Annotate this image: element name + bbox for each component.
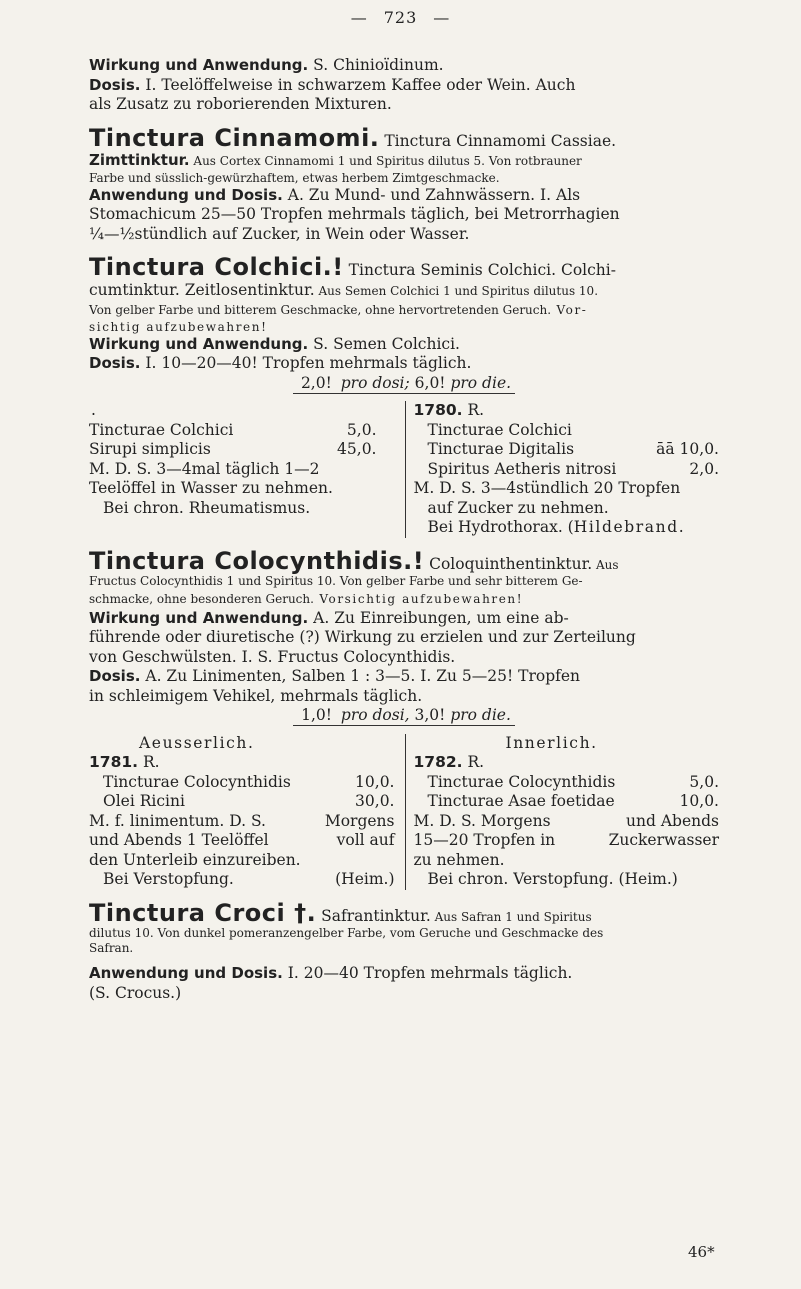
max-dose: 2,0! pro dosi; 6,0! pro die.: [89, 374, 719, 394]
entry-colchici: Tinctura Colchici.! Tinctura Seminis Colchici. Colchi- cumtinktur. Zeitlosentinktur. Aus Semen Colchici 1 und Spiritus dilutus 10. Von gelber Farbe und bitterem Geschmacke, ohne hervortretenden Geruch. Vor- sichtig aufzubewahren! Wirkung und Anwendung. S. Semen Colchici. Dosis. I. 10—20—40! Tropfen mehrmals täglich. 2,0! pro dosi; 6,0! pro die. . Tincturae Colchici 5,0. Sirupi simplicis 45,0. M. D. S. 3—4mal täglich 1—2 Teelöffel in Wasser zu nehmen. Bei chron. Rheumatismus. 1780. R. Tincturae Colchici Tincturae Digitalis āā 10,0. Spiritus Aetheris nitrosi 2,0. M. D. S. 3—4stündlich 20 Tropfen auf Zucker zu nehmen. Bei Hydrothorax. (Hildebrand.: [89, 253, 719, 536]
entry-cinnamomi: Tinctura Cinnamomi. Tinctura Cinnamomi Cassiae. Zimttinktur. Aus Cortex Cinnamomi 1 und Spiritus dilutus 5. Von rotbrauner Farbe und süsslich-gewürzhaftem, etwas herbem Zimtgeschmacke. Anwendung und Dosis. A. Zu Mund- und Zahnwässern. I. Als Stomachicum 25—50 Tropfen mehrmals täglich, bei Metrorrhagien ¼—½stündlich auf Zucker, in Wein oder Wasser.: [89, 123, 620, 243]
page-number-line: — 723 —: [350, 8, 451, 27]
prescription-left: Aeusserlich. 1781. R. Tincturae Colocynthidis 10,0. Olei Ricini 30,0. M. f. linimentum. D. S. Morgens und Abends 1 Teelöffel voll auf den Unterleib einzureiben. Bei Verstopfung. (Heim.): [89, 733, 395, 888]
entry-title: Tinctura Colocynthidis.!: [89, 546, 425, 575]
prescription-left: . Tincturae Colchici 5,0. Sirupi simplicis 45,0. M. D. S. 3—4mal täglich 1—2 Teelöffel in Wasser zu nehmen. Bei chron. Rheumatismus.: [89, 401, 377, 517]
entry-title: Tinctura Cinnamomi.: [89, 123, 380, 152]
entry-title: Tinctura Colchici.!: [89, 253, 344, 281]
prescriptions: [89, 401, 719, 538]
top-section: Wirkung und Anwendung. S. Chinioïdinum. Dosis. I. Teelöffelweise in schwarzem Kaffee oder Wein. Auch als Zusatz zu roborierenden Mixturen.: [89, 56, 576, 113]
entry-colocynthidis: Tinctura Colocynthidis.! Coloquinthentinktur. Aus Fructus Colocynthidis 1 und Spiritus 10. Von gelber Farbe und sehr bitterem Ge- schmacke, ohne besonderen Geruch. Vorsichtig aufzubewahren! Wirkung und Anwendung. A. Zu Einreibungen, um eine ab- führende oder diuretische (?) Wirkung zu erzielen und zur Zerteilung von Geschwülsten. I. S. Fructus Colocynthidis. Dosis. A. Zu Linimenten, Salben 1 : 3—5. I. Zu 5—25! Tropfen in schleimigem Vehikel, mehrmals täglich. 1,0! pro dosi, 3,0! pro die. Aeusserlich. 1781. R. Tincturae Colocynthidis 10,0. Olei Ricini 30,0. M. f. linimentum. D. S. Morgens und Abends 1 Teelöffel voll auf den Unterleib einzureiben. Bei Verstopfung. (Heim.) Innerlich. 1782. R. Tincturae Colocynthidis 5,0. Tincturae Asae foetidae 10,0. M. D. S. Morgens und Abends 15—20 Tropfen in Zuckerwasser zu nehmen. Bei chron. Verstopfung. (Heim.): [89, 546, 719, 888]
signature-mark: 46*: [688, 1243, 715, 1261]
max-dose: 1,0! pro dosi, 3,0! pro die.: [89, 706, 719, 726]
page-number: 723: [383, 8, 418, 27]
prescriptions: [89, 734, 719, 890]
entry-title: Tinctura Croci †.: [89, 898, 317, 927]
entry-croci: Tinctura Croci †. Safrantinktur. Aus Safran 1 und Spiritus dilutus 10. Von dunkel pomeranzengelber Farbe, vom Geruche und Geschmacke des Safran. Anwendung und Dosis. I. 20—40 Tropfen mehrmals täglich. (S. Crocus.): [89, 898, 604, 1002]
prescription-right: Innerlich. 1782. R. Tincturae Colocynthidis 5,0. Tincturae Asae foetidae 10,0. M. D. S. Morgens und Abends 15—20 Tropfen in Zuckerwasser zu nehmen. Bei chron. Verstopfung. (Heim.): [405, 734, 720, 890]
prescription-right: 1780. R. Tincturae Colchici Tincturae Digitalis āā 10,0. Spiritus Aetheris nitrosi 2,0. M. D. S. 3—4stündlich 20 Tropfen auf Zucker zu nehmen. Bei Hydrothorax. (Hildebrand.: [405, 401, 720, 538]
